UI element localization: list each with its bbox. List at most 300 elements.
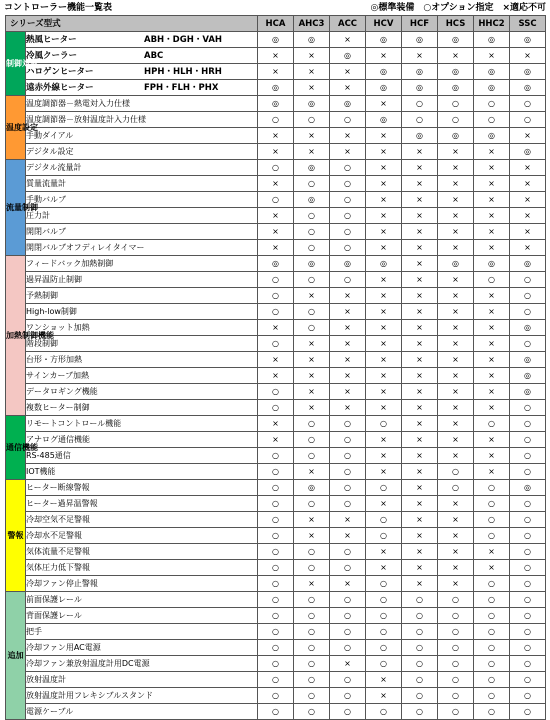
availability-cell: ○: [258, 448, 294, 464]
availability-cell: ○: [510, 336, 546, 352]
availability-cell: ○: [258, 672, 294, 688]
feature-cell: [26, 32, 258, 48]
table-row: [6, 608, 546, 624]
availability-cell: ○: [258, 592, 294, 608]
feature-name: ハロゲンヒーター: [26, 66, 94, 77]
availability-cell: ×: [510, 240, 546, 256]
availability-cell: ◎: [510, 352, 546, 368]
availability-cell: ○: [474, 624, 510, 640]
availability-cell: ×: [402, 464, 438, 480]
availability-cell: ×: [474, 320, 510, 336]
table-row: [6, 416, 546, 432]
feature-cell: [26, 64, 258, 80]
feature-name: 手動ダイアル: [26, 130, 74, 140]
model-header-acc: ACC: [330, 16, 366, 32]
availability-cell: ×: [474, 400, 510, 416]
feature-code: ABC: [144, 50, 164, 61]
availability-cell: ×: [366, 96, 402, 112]
feature-name: 放射温度計: [26, 674, 66, 684]
availability-cell: ◎: [510, 368, 546, 384]
availability-cell: ○: [510, 544, 546, 560]
feature-cell: [26, 160, 258, 176]
availability-cell: ○: [474, 528, 510, 544]
availability-cell: ○: [366, 480, 402, 496]
availability-cell: ×: [366, 368, 402, 384]
availability-cell: ×: [294, 48, 330, 64]
feature-name: IOT機能: [26, 466, 56, 476]
availability-cell: ×: [474, 464, 510, 480]
availability-cell: ○: [474, 704, 510, 720]
availability-cell: ◎: [258, 256, 294, 272]
availability-cell: ○: [294, 704, 330, 720]
availability-cell: ×: [402, 304, 438, 320]
table-row: [6, 256, 546, 272]
availability-cell: ×: [438, 160, 474, 176]
feature-name: 遠赤外線ヒーター: [26, 82, 94, 93]
availability-cell: ○: [258, 304, 294, 320]
availability-cell: ○: [510, 592, 546, 608]
availability-cell: ○: [330, 672, 366, 688]
availability-cell: ×: [438, 240, 474, 256]
availability-cell: ×: [366, 496, 402, 512]
availability-cell: ○: [510, 304, 546, 320]
model-header-hcs: HCS: [438, 16, 474, 32]
feature-cell: [26, 304, 258, 320]
availability-cell: ○: [258, 656, 294, 672]
availability-cell: ×: [294, 64, 330, 80]
availability-cell: ×: [330, 400, 366, 416]
availability-cell: ×: [258, 320, 294, 336]
category-label: 通信機能: [6, 416, 26, 480]
feature-cell: [26, 416, 258, 432]
availability-cell: ×: [474, 336, 510, 352]
availability-cell: ○: [510, 576, 546, 592]
availability-cell: ○: [438, 608, 474, 624]
feature-cell: [26, 224, 258, 240]
availability-cell: ◎: [402, 80, 438, 96]
availability-cell: ○: [330, 560, 366, 576]
table-row: [6, 240, 546, 256]
availability-cell: ×: [366, 192, 402, 208]
feature-cell: [26, 256, 258, 272]
availability-cell: ○: [438, 704, 474, 720]
availability-cell: ×: [438, 288, 474, 304]
availability-cell: ×: [402, 48, 438, 64]
availability-cell: ◎: [402, 64, 438, 80]
availability-cell: ◎: [510, 480, 546, 496]
model-header-hcf: HCF: [402, 16, 438, 32]
availability-cell: ○: [258, 400, 294, 416]
availability-cell: ×: [330, 576, 366, 592]
availability-cell: ×: [510, 224, 546, 240]
feature-cell: [26, 320, 258, 336]
availability-cell: ×: [402, 192, 438, 208]
availability-cell: ○: [330, 544, 366, 560]
feature-cell: [26, 592, 258, 608]
availability-cell: ×: [438, 176, 474, 192]
availability-cell: ○: [330, 240, 366, 256]
availability-cell: ○: [474, 688, 510, 704]
availability-cell: ×: [474, 448, 510, 464]
availability-cell: ×: [510, 176, 546, 192]
availability-cell: ×: [294, 384, 330, 400]
availability-cell: ×: [402, 224, 438, 240]
availability-cell: ×: [474, 368, 510, 384]
availability-cell: ◎: [258, 96, 294, 112]
availability-cell: ○: [474, 416, 510, 432]
feature-cell: [26, 144, 258, 160]
feature-name: 開閉バルブ: [26, 226, 66, 236]
availability-cell: ×: [474, 384, 510, 400]
availability-cell: ○: [402, 608, 438, 624]
availability-cell: ○: [474, 496, 510, 512]
table-row: [6, 432, 546, 448]
availability-cell: ○: [510, 528, 546, 544]
availability-cell: ×: [474, 144, 510, 160]
availability-cell: ×: [366, 240, 402, 256]
availability-cell: ○: [510, 464, 546, 480]
availability-cell: ×: [474, 432, 510, 448]
availability-cell: ○: [294, 496, 330, 512]
availability-cell: ○: [258, 272, 294, 288]
availability-cell: ×: [402, 368, 438, 384]
table-row: [6, 208, 546, 224]
table-row: [6, 64, 546, 80]
availability-cell: ◎: [474, 32, 510, 48]
feature-cell: [26, 608, 258, 624]
availability-cell: ×: [474, 544, 510, 560]
feature-cell: [26, 272, 258, 288]
availability-cell: ×: [366, 128, 402, 144]
availability-cell: ×: [330, 144, 366, 160]
controller-function-table: [5, 15, 546, 720]
availability-cell: ○: [438, 640, 474, 656]
table-row: [6, 624, 546, 640]
feature-cell: [26, 352, 258, 368]
availability-cell: ×: [366, 288, 402, 304]
availability-cell: ◎: [294, 256, 330, 272]
table-row: [6, 48, 546, 64]
availability-cell: ○: [330, 464, 366, 480]
availability-cell: ○: [510, 624, 546, 640]
availability-cell: ○: [294, 240, 330, 256]
availability-cell: ○: [330, 208, 366, 224]
availability-cell: ×: [474, 224, 510, 240]
model-header-hca: HCA: [258, 16, 294, 32]
availability-cell: ×: [438, 576, 474, 592]
availability-cell: ○: [330, 272, 366, 288]
availability-cell: ○: [474, 656, 510, 672]
availability-cell: ×: [402, 512, 438, 528]
availability-cell: ○: [438, 96, 474, 112]
availability-cell: ×: [330, 384, 366, 400]
availability-cell: ○: [294, 672, 330, 688]
availability-cell: ○: [474, 672, 510, 688]
feature-name: 気体流量不足警報: [26, 546, 90, 556]
availability-cell: ○: [510, 448, 546, 464]
page-title: コントローラー機能一覧表: [4, 3, 113, 13]
availability-cell: ×: [474, 240, 510, 256]
availability-cell: ×: [294, 288, 330, 304]
table-row: [6, 288, 546, 304]
availability-cell: ×: [438, 448, 474, 464]
availability-cell: ◎: [474, 128, 510, 144]
table-row: [6, 304, 546, 320]
feature-name: 圧力計: [26, 210, 50, 220]
availability-cell: ×: [330, 528, 366, 544]
availability-cell: ○: [330, 592, 366, 608]
availability-cell: ×: [258, 352, 294, 368]
availability-cell: ×: [474, 176, 510, 192]
availability-cell: ○: [258, 336, 294, 352]
availability-cell: ○: [294, 224, 330, 240]
availability-cell: ×: [510, 208, 546, 224]
table-row: [6, 384, 546, 400]
availability-cell: ○: [402, 96, 438, 112]
availability-cell: ◎: [366, 32, 402, 48]
feature-cell: [26, 112, 258, 128]
category-label: 制御対象: [6, 32, 26, 96]
feature-cell: [26, 48, 258, 64]
availability-cell: ×: [366, 672, 402, 688]
model-header-hcv: HCV: [366, 16, 402, 32]
availability-cell: ×: [294, 128, 330, 144]
feature-name: フィードバック加熱制御: [26, 258, 114, 268]
availability-cell: ○: [330, 688, 366, 704]
availability-cell: ×: [258, 64, 294, 80]
availability-cell: ○: [474, 640, 510, 656]
availability-cell: ○: [294, 208, 330, 224]
availability-cell: ◎: [510, 80, 546, 96]
feature-cell: [26, 208, 258, 224]
availability-cell: ○: [258, 480, 294, 496]
availability-cell: ○: [294, 560, 330, 576]
availability-cell: ×: [294, 576, 330, 592]
availability-cell: ×: [402, 352, 438, 368]
availability-cell: ◎: [474, 80, 510, 96]
availability-cell: ○: [330, 432, 366, 448]
model-header-ahc3: AHC3: [294, 16, 330, 32]
availability-cell: ○: [474, 272, 510, 288]
feature-name: 気体圧力低下警報: [26, 562, 90, 572]
availability-cell: ○: [258, 288, 294, 304]
table-row: [6, 160, 546, 176]
availability-cell: ◎: [474, 256, 510, 272]
availability-cell: ×: [366, 560, 402, 576]
availability-cell: ○: [510, 656, 546, 672]
availability-cell: ×: [294, 368, 330, 384]
availability-cell: ○: [258, 192, 294, 208]
availability-cell: ○: [438, 672, 474, 688]
table-row: [6, 96, 546, 112]
availability-cell: ○: [366, 592, 402, 608]
availability-cell: ×: [366, 160, 402, 176]
availability-cell: ×: [402, 416, 438, 432]
table-row: [6, 448, 546, 464]
table-row: [6, 80, 546, 96]
availability-cell: ○: [474, 112, 510, 128]
table-row: [6, 336, 546, 352]
feature-name: 予熱制御: [26, 290, 58, 300]
availability-cell: ×: [330, 32, 366, 48]
table-row: [6, 128, 546, 144]
availability-cell: ○: [330, 160, 366, 176]
table-row: [6, 176, 546, 192]
table-row: [6, 272, 546, 288]
availability-cell: ×: [258, 48, 294, 64]
feature-name: 手動バルブ: [26, 194, 66, 204]
availability-cell: ×: [510, 48, 546, 64]
availability-cell: ×: [330, 368, 366, 384]
availability-cell: ×: [474, 304, 510, 320]
availability-cell: ×: [330, 320, 366, 336]
availability-cell: ×: [474, 560, 510, 576]
feature-name: 冷却ファン停止警報: [26, 578, 98, 588]
availability-cell: ○: [258, 704, 294, 720]
availability-cell: ◎: [438, 32, 474, 48]
feature-name: 冷却水不足警報: [26, 530, 82, 540]
feature-cell: [26, 656, 258, 672]
feature-code: HPH・HLH・HRH: [144, 66, 222, 77]
availability-cell: ×: [402, 384, 438, 400]
availability-cell: ○: [366, 656, 402, 672]
availability-cell: ○: [366, 704, 402, 720]
model-header-hhc2: HHC2: [474, 16, 510, 32]
availability-cell: ○: [258, 640, 294, 656]
availability-cell: ◎: [366, 64, 402, 80]
availability-cell: ○: [510, 688, 546, 704]
availability-cell: ×: [366, 144, 402, 160]
availability-cell: ◎: [438, 64, 474, 80]
feature-name: 冷却ファン兼放射温度計用DC電源: [26, 658, 150, 668]
table-row: [6, 368, 546, 384]
availability-cell: ○: [510, 672, 546, 688]
feature-cell: [26, 496, 258, 512]
availability-cell: ○: [366, 576, 402, 592]
availability-cell: ◎: [510, 256, 546, 272]
availability-cell: ×: [258, 208, 294, 224]
model-header-ssc: SSC: [510, 16, 546, 32]
availability-cell: ◎: [366, 256, 402, 272]
availability-cell: ×: [366, 400, 402, 416]
availability-cell: ×: [258, 176, 294, 192]
availability-cell: ○: [474, 608, 510, 624]
availability-cell: ○: [294, 624, 330, 640]
availability-cell: ○: [510, 496, 546, 512]
availability-cell: ×: [366, 336, 402, 352]
availability-cell: ×: [474, 208, 510, 224]
feature-cell: [26, 368, 258, 384]
availability-cell: ○: [510, 112, 546, 128]
availability-cell: ×: [438, 384, 474, 400]
availability-cell: ○: [258, 112, 294, 128]
availability-cell: ○: [510, 400, 546, 416]
availability-cell: ○: [438, 112, 474, 128]
availability-cell: ◎: [510, 32, 546, 48]
feature-name: リモートコントロール機能: [26, 418, 122, 428]
availability-cell: ◎: [294, 160, 330, 176]
availability-cell: ×: [366, 208, 402, 224]
feature-cell: [26, 176, 258, 192]
availability-cell: ×: [330, 336, 366, 352]
availability-cell: ×: [402, 576, 438, 592]
table-row: [6, 224, 546, 240]
availability-cell: ○: [330, 224, 366, 240]
availability-cell: ×: [438, 528, 474, 544]
feature-cell: [26, 704, 258, 720]
feature-cell: [26, 464, 258, 480]
availability-cell: ◎: [294, 192, 330, 208]
feature-name: 冷却ファン用AC電源: [26, 642, 101, 652]
availability-cell: ×: [402, 272, 438, 288]
availability-cell: ×: [438, 304, 474, 320]
table-row: [6, 112, 546, 128]
feature-name: デジタル設定: [26, 146, 74, 156]
availability-cell: ○: [438, 464, 474, 480]
availability-cell: ◎: [510, 320, 546, 336]
availability-cell: ○: [294, 320, 330, 336]
availability-cell: ○: [258, 688, 294, 704]
availability-cell: ○: [402, 704, 438, 720]
availability-cell: ○: [438, 592, 474, 608]
table-row: [6, 592, 546, 608]
availability-cell: ◎: [438, 80, 474, 96]
availability-cell: ○: [510, 272, 546, 288]
feature-cell: [26, 384, 258, 400]
availability-cell: ×: [330, 304, 366, 320]
feature-name: High-low制御: [26, 306, 77, 316]
availability-cell: ○: [294, 592, 330, 608]
availability-cell: ○: [294, 608, 330, 624]
availability-cell: ◎: [510, 64, 546, 80]
availability-cell: ×: [438, 368, 474, 384]
availability-cell: ○: [330, 608, 366, 624]
availability-cell: ○: [294, 176, 330, 192]
availability-cell: ○: [294, 544, 330, 560]
availability-cell: ○: [438, 624, 474, 640]
availability-cell: ×: [402, 480, 438, 496]
availability-cell: ×: [366, 272, 402, 288]
availability-cell: ○: [402, 592, 438, 608]
availability-cell: ×: [402, 176, 438, 192]
availability-cell: ○: [258, 528, 294, 544]
availability-cell: ×: [366, 352, 402, 368]
availability-cell: ◎: [438, 128, 474, 144]
availability-cell: ○: [474, 576, 510, 592]
availability-cell: ◎: [258, 32, 294, 48]
table-row: [6, 672, 546, 688]
availability-cell: ○: [438, 656, 474, 672]
availability-cell: ○: [294, 432, 330, 448]
availability-cell: ×: [366, 432, 402, 448]
availability-cell: ○: [294, 688, 330, 704]
availability-cell: ×: [330, 512, 366, 528]
feature-name: 台形・方形加熱: [26, 354, 82, 364]
availability-cell: ×: [402, 320, 438, 336]
availability-cell: ×: [330, 64, 366, 80]
availability-cell: ×: [258, 432, 294, 448]
table-row: [6, 400, 546, 416]
availability-cell: ×: [294, 80, 330, 96]
availability-cell: ◎: [510, 144, 546, 160]
availability-cell: ×: [366, 224, 402, 240]
table-row: [6, 576, 546, 592]
availability-cell: ○: [402, 112, 438, 128]
feature-name: ヒーター断線警報: [26, 482, 90, 492]
feature-cell: [26, 688, 258, 704]
availability-cell: ×: [258, 240, 294, 256]
feature-name: 放射温度計用フレキシブルスタンド: [26, 690, 154, 700]
